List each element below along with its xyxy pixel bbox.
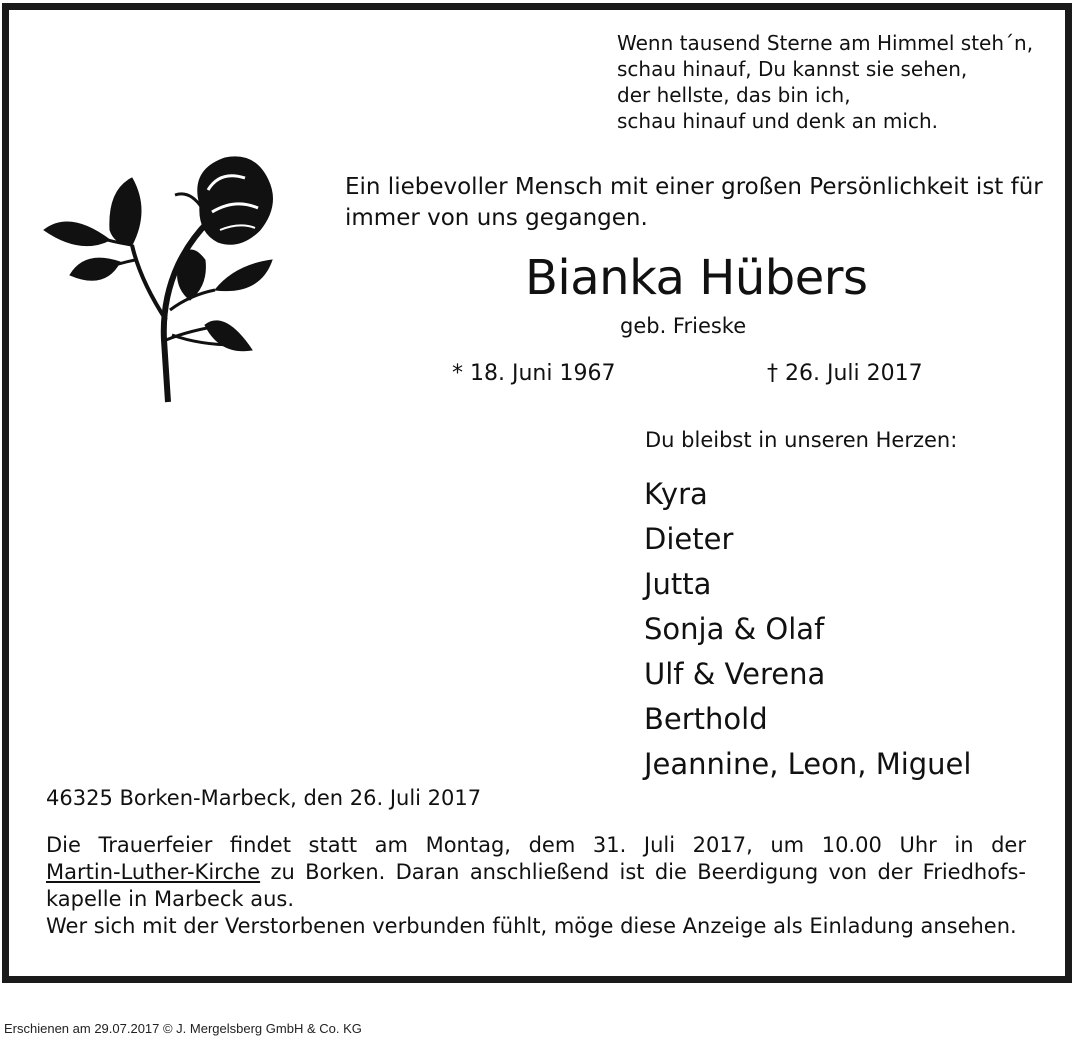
mourner-name: Jeannine, Leon, Miguel xyxy=(644,747,972,781)
poem-line: der hellste, das bin ich, xyxy=(617,83,851,107)
mourner-name: Dieter xyxy=(644,522,734,556)
rose-icon xyxy=(40,150,280,410)
church-name: Martin-Luther-Kirche xyxy=(46,860,261,884)
mourners-heading: Du bleibst in unseren Herzen: xyxy=(645,428,958,452)
intro-text xyxy=(345,172,1043,234)
service-line-1: Die Trauerfeier findet statt am Montag, dem 31. Juli 2017, um 10.00 Uhr in der xyxy=(46,833,1026,857)
service-line-2-rest: zu Borken. Daran anschließend ist die Beerdigung von der Friedhofs- xyxy=(260,860,1026,884)
poem-line: Wenn tausend Sterne am Himmel steh´n, xyxy=(617,31,1034,55)
mourner-name: Ulf & Verena xyxy=(644,657,826,691)
poem-line: schau hinauf, Du kannst sie sehen, xyxy=(617,57,968,81)
intro-line-1: Ein liebevoller Mensch mit einer großen Persönlichkeit ist für xyxy=(345,174,1043,200)
intro-line-2: immer von uns gegangen. xyxy=(345,205,648,231)
death-date: † 26. Juli 2017 xyxy=(767,361,923,386)
poem xyxy=(617,30,1033,134)
birth-date: * 18. Juni 1967 xyxy=(452,361,616,386)
mourners-list xyxy=(644,472,971,787)
mourner-name: Kyra xyxy=(644,477,708,511)
service-line-4: Wer sich mit der Verstorbenen verbunden fühlt, möge diese Anzeige als Einladung ansehen. xyxy=(46,914,1017,938)
mourner-name: Berthold xyxy=(644,702,768,736)
place-date: 46325 Borken-Marbeck, den 26. Juli 2017 xyxy=(46,786,482,810)
birth-name: geb. Frieske xyxy=(620,314,747,338)
service-info xyxy=(46,832,1026,940)
poem-line: schau hinauf und denk an mich. xyxy=(617,109,938,133)
service-line-3: kapelle in Marbeck aus. xyxy=(46,887,295,911)
publication-footer: Erschienen am 29.07.2017 © J. Mergelsberg GmbH & Co. KG xyxy=(4,1021,362,1036)
deceased-name: Bianka Hübers xyxy=(525,250,868,306)
service-line-2 xyxy=(46,859,1026,886)
mourner-name: Jutta xyxy=(644,567,712,601)
mourner-name: Sonja & Olaf xyxy=(644,612,825,646)
